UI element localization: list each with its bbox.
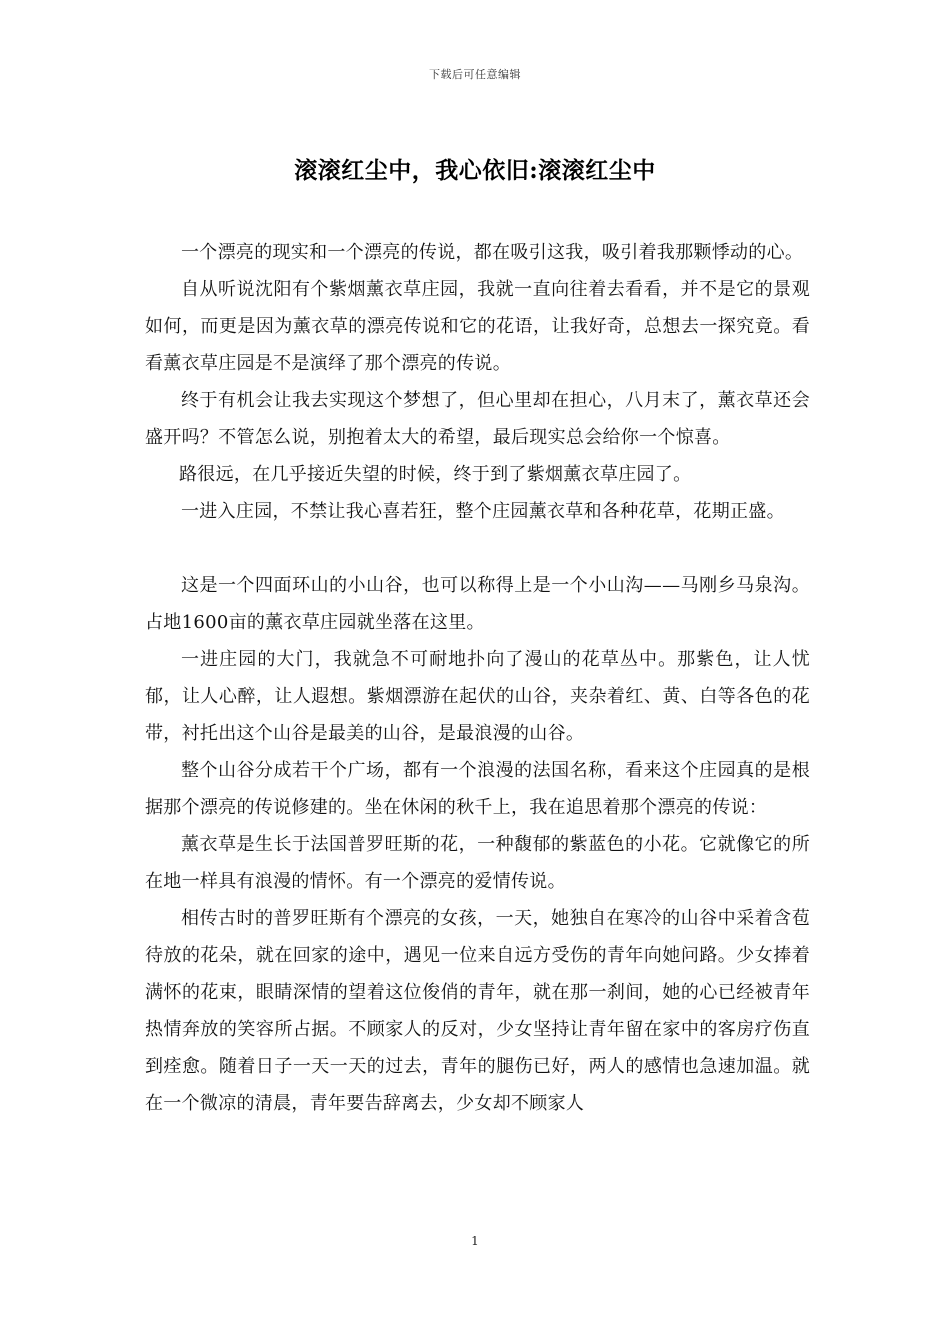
document-title: 滚滚红尘中，我心依旧:滚滚红尘中 <box>294 157 656 184</box>
paragraph: 一个漂亮的现实和一个漂亮的传说，都在吸引这我，吸引着我那颗悸动的心。 <box>181 242 804 263</box>
page-number: 1 <box>471 1234 479 1248</box>
paragraph: 相传古时的普罗旺斯有个漂亮的女孩，一天，她独自在寒冷的山谷中采着含苞待放的花朵，就在回家的途中，遇见一位来自远方受伤的青年向她问路。少女捧着满怀的花束，眼睛深情的望着这位俊俏的青年，就在那一刹间，她的心已经被青年热情奔放的笑容所占据。不顾家人的反对，少女坚持让青年留在家中的客房疗伤直到痊愈。随着日子一天一天的过去，青年的腿伤已好，两人的感情也急速加温。就在一个微凉的清晨，青年要告辞离去，少女却不顾家人 <box>145 908 810 1114</box>
paragraph-gap <box>145 530 810 567</box>
paragraph: 路很远，在几乎接近失望的时候，终于到了紫烟薰衣草庄园了。 <box>179 464 692 485</box>
paragraph: 这是一个四面环山的小山谷，也可以称得上是一个小山沟——马刚乡马泉沟。占地1600亩的薰衣草庄园就坐落在这里。 <box>145 575 810 633</box>
paragraph: 一进庄园的大门，我就急不可耐地扑向了漫山的花草丛中。那紫色，让人忧郁，让人心醉，让人遐想。紫烟漂游在起伏的山谷，夹杂着红、黄、白等各色的花带，衬托出这个山谷是最美的山谷，是最浪漫的山谷。 <box>145 649 810 744</box>
document-body <box>145 234 810 1122</box>
paragraph: 自从听说沈阳有个紫烟薰衣草庄园，我就一直向往着去看看，并不是它的景观如何，而更是因为薰衣草的漂亮传说和它的花语，让我好奇，总想去一探究竟。看看薰衣草庄园是不是演绎了那个漂亮的传说。 <box>145 279 810 374</box>
paragraph: 一进入庄园，不禁让我心喜若狂，整个庄园薰衣草和各种花草，花期正盛。 <box>181 501 785 522</box>
page-header: 下载后可任意编辑 <box>429 68 521 81</box>
paragraph: 薰衣草是生长于法国普罗旺斯的花，一种馥郁的紫蓝色的小花。它就像它的所在地一样具有浪漫的情怀。有一个漂亮的爱情传说。 <box>145 834 810 892</box>
paragraph: 终于有机会让我去实现这个梦想了，但心里却在担心，八月末了，薰衣草还会盛开吗？不管怎么说，别抱着太大的希望，最后现实总会给你一个惊喜。 <box>145 390 810 448</box>
paragraph: 整个山谷分成若干个广场，都有一个浪漫的法国名称，看来这个庄园真的是根据那个漂亮的传说修建的。坐在休闲的秋千上，我在追思着那个漂亮的传说： <box>145 760 810 818</box>
